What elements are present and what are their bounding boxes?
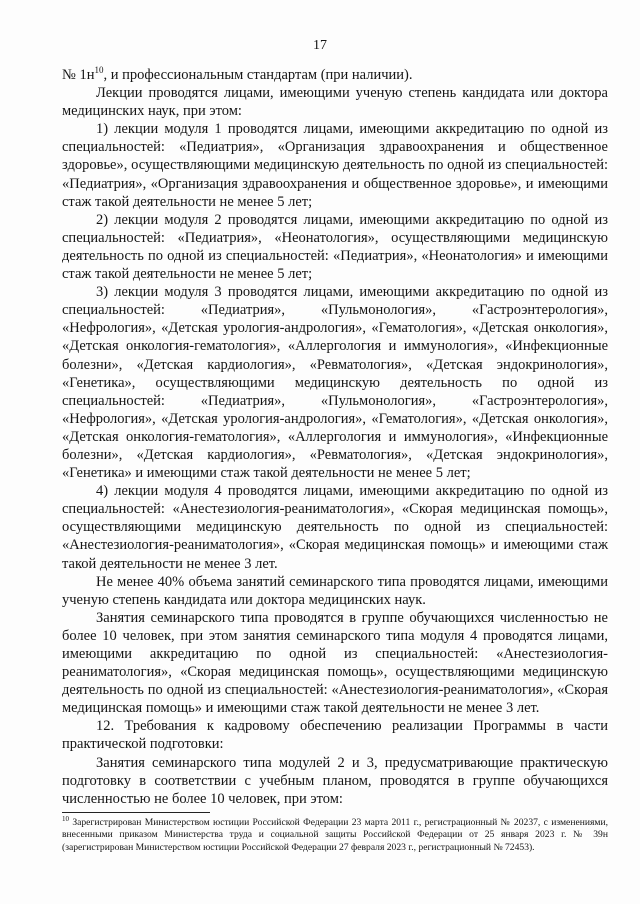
paragraph-1: Лекции проводятся лицами, имеющими ученую степень кандидата или доктора медицинских наук, при этом: bbox=[62, 85, 608, 120]
paragraph-8: 12. Требования к кадровому обеспечению реализации Программы в части практической подготовки: bbox=[62, 718, 608, 753]
paragraph-0-tail: , и профессиональным стандартам (при наличии). bbox=[103, 67, 413, 83]
paragraph-3: 2) лекции модуля 2 проводятся лицами, имеющими аккредитацию по одной из специальностей: «Педиатрия», «Неонатология», осуществляющими медицинскую деятельность по одной из специальностей: «Педиатрия», «Неонатология» и имеющими стаж такой деятельности не менее 5 лет; bbox=[62, 211, 608, 283]
paragraph-9: Занятия семинарского типа модулей 2 и 3, предусматривающие практическую подготовку в соответствии с учебным планом, проводятся в группе обучающихся численностью не более 10 человек, при этом: bbox=[62, 754, 608, 807]
page-number: 17 bbox=[313, 38, 327, 53]
footnote-separator bbox=[62, 812, 210, 813]
page-body bbox=[62, 66, 608, 808]
paragraph-0-lead: № 1н bbox=[62, 67, 95, 83]
footnote-text: Зарегистрирован Министерством юстиции Российской Федерации 23 марта 2011 г., регистрационный № 20237, с изменениями, внесенными приказом Министерства труда и социальной защиты Российской Федерации от 25 января 2023 г. № 39н (зарегистрирован Министерством юстиции Российской Федерации 27 февраля 2023 г., регистрационный № 72453). bbox=[62, 817, 608, 853]
paragraph-0 bbox=[62, 66, 608, 84]
paragraph-5: 4) лекции модуля 4 проводятся лицами, имеющими аккредитацию по одной из специальностей: «Анестезиология-реаниматология», «Скорая медицинская помощь», осуществляющими медицинскую деятельность по одной из специальностей: «Анестезиология-реаниматология», «Скорая медицинская помощь» и имеющими стаж такой деятельности не менее 3 лет. bbox=[62, 483, 608, 572]
paragraph-7: Занятия семинарского типа проводятся в группе обучающихся численностью не более 10 человек, при этом занятия семинарского типа модуля 4 проводятся лицами, имеющими аккредитацию по одной из специальностей: «Анестезиология-реаниматология», «Скорая медицинская помощь», осуществляющими медицинскую деятельность по одной из специальностей: «Анестезиология-реаниматология», «Скорая медицинская помощь» и имеющими стаж такой деятельности не менее 3 лет. bbox=[62, 609, 608, 717]
paragraph-4: 3) лекции модуля 3 проводятся лицами, имеющими аккредитацию по одной из специальностей: «Педиатрия», «Пульмонология», «Гастроэнтерология», «Нефрология», «Детская урология-андрология», «Гематология», «Детская онкология», «Детская онкология-гематология», «Аллергология и иммунология», «Инфекционные болезни», «Детская кардиология», «Ревматология», «Детская эндокринология», «Генетика», осуществляющими медицинскую деятельность по одной из специальностей: «Педиатрия», «Пульмонология», «Гастроэнтерология», «Нефрология», «Детская урология-андрология», «Гематология», «Детская онкология», «Детская онкология-гематология», «Аллергология и иммунология», «Инфекционные болезни», «Детская кардиология», «Ревматология», «Детская эндокринология», «Генетика» и имеющими стаж такой деятельности не менее 5 лет; bbox=[62, 284, 608, 482]
paragraph-6: Не менее 40% объема занятий семинарского типа проводятся лицами, имеющими ученую степень кандидата или доктора медицинских наук. bbox=[62, 573, 608, 608]
paragraph-2: 1) лекции модуля 1 проводятся лицами, имеющими аккредитацию по одной из специальностей: «Педиатрия», «Организация здравоохранения и общественное здоровье», осуществляющими медицинскую деятельность по одной из специальностей: «Педиатрия», «Организация здравоохранения и общественное здоровье», и имеющими стаж такой деятельности не менее 5 лет; bbox=[62, 121, 608, 210]
footnote bbox=[62, 814, 608, 854]
footnote-mark: 10 bbox=[62, 814, 69, 823]
footnote-ref: 10 bbox=[94, 65, 104, 76]
